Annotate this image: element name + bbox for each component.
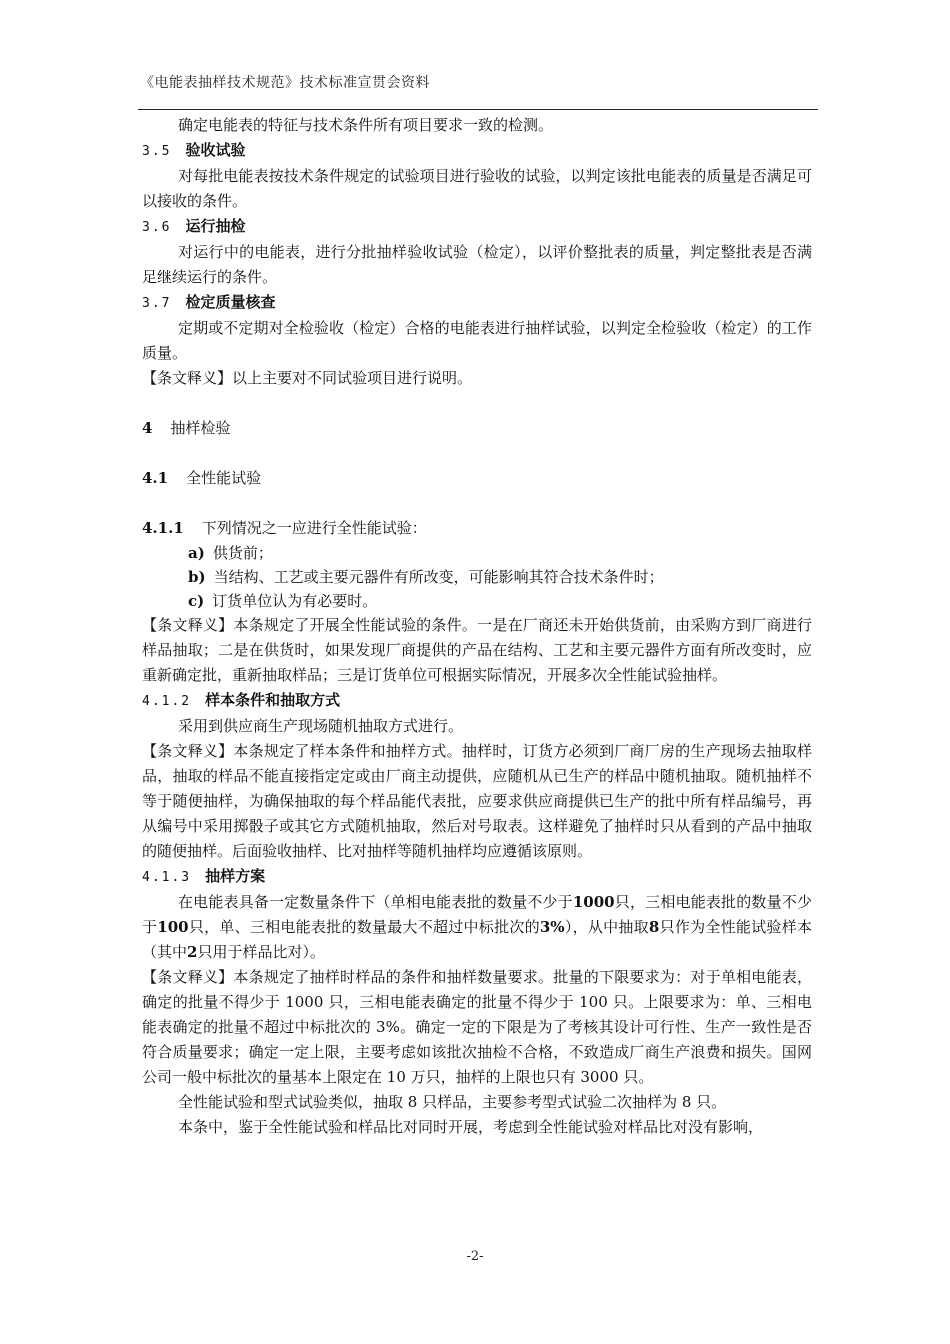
list-marker: c) <box>188 592 205 610</box>
value-8: 8 <box>648 918 660 936</box>
list-item-text: 当结构、工艺或主要元器件有所改变，可能影响其符合技术条件时； <box>213 568 664 586</box>
section-3-5-text: 对每批电能表按技术条件规定的试验项目进行验收的试验，以判定该批电能表的质量是否满足可以接收的条件。 <box>142 167 812 210</box>
section-4-1-3-text <box>142 890 812 965</box>
text-run: 在电能表具备一定数量条件下（单相电能表批的数量不少于 <box>178 893 573 911</box>
section-4-1-2-heading <box>142 688 812 714</box>
list-marker: a) <box>188 544 205 562</box>
section-3-6-text: 对运行中的电能表，进行分批抽样验收试验（检定），以评价整批表的质量，判定整批表是否满足继续运行的条件。 <box>142 243 812 286</box>
text-run: 只，单、三相电能表批的数量最大不超过中标批次的 <box>188 918 540 936</box>
section-title: 抽样方案 <box>205 867 266 885</box>
value-100: 100 <box>157 918 189 936</box>
list-item-text: 订货单位认为有必要时。 <box>212 592 378 610</box>
list-item <box>142 541 812 565</box>
value-2: 2 <box>187 943 198 961</box>
paragraph: 本条中，鉴于全性能试验和样品比对同时开展，考虑到全性能试验对样品比对没有影响， <box>178 1118 764 1136</box>
section-title: 验收试验 <box>185 141 246 159</box>
section-title: 全性能试验 <box>186 469 262 487</box>
section-3-7-heading <box>142 290 812 316</box>
section-4-1-2-text: 采用到供应商生产现场随机抽取方式进行。 <box>178 717 464 735</box>
section-number: 4 <box>142 419 153 437</box>
section-3-6-heading <box>142 214 812 240</box>
value-3-percent: 3% <box>539 918 565 936</box>
list-item <box>142 565 812 589</box>
section-title: 抽样检验 <box>170 419 231 437</box>
clause-note: 【条文释义】以上主要对不同试验项目进行说明。 <box>142 369 473 387</box>
section-number: 3.7 <box>142 296 172 311</box>
page-body <box>142 113 812 1140</box>
text-run: ），从中抽取 <box>564 918 649 936</box>
value-1000: 1000 <box>572 893 615 911</box>
text-run: 只作为全性能试验样本（其中 <box>142 918 812 961</box>
section-3-7-text: 定期或不定期对全检验收（检定）合格的电能表进行抽样试验，以判定全检验收（检定）的工作质量。 <box>142 319 812 362</box>
section-4-1-1-heading <box>142 516 812 541</box>
section-number: 4.1.1 <box>142 519 184 537</box>
intro-paragraph: 确定电能表的特征与技术条件所有项目要求一致的检测。 <box>178 116 554 134</box>
section-title: 样本条件和抽取方式 <box>205 691 341 709</box>
paragraph: 全性能试验和型式试验类似，抽取 8 只样品，主要参考型式试验二次抽样为 8 只。 <box>178 1093 727 1111</box>
section-number: 3.6 <box>142 220 172 235</box>
list-item <box>142 589 812 613</box>
section-4-1-3-heading <box>142 864 812 890</box>
page-header: 《电能表抽样技术规范》技术标准宣贯会资料 <box>140 75 430 91</box>
section-3-5-heading <box>142 138 812 164</box>
section-number: 4.1.2 <box>142 694 192 709</box>
header-divider <box>138 109 818 110</box>
clause-note: 【条文释义】本条规定了抽样时样品的条件和抽样数量要求。批量的下限要求为：对于单相电能表，确定的批量不得少于 1000 只，三相电能表确定的批量不得少于 100 只。上限要求为：单、三相电能表确定的批量不超过中标批次的 3%。确定一定的下限是为了考核其设计可行性、生产一致性是否符合质量要求；确定一定上限，主要考虑如该批次抽检不合格，不致造成厂商生产浪费和损失。国网公司一般中标批次的量基本上限定在 10 万只，抽样的上限也只有 3000 只。 <box>142 968 812 1086</box>
text-run: 只，三相电能表批的数量不少于 <box>142 893 812 936</box>
clause-note: 【条文释义】本条规定了开展全性能试验的条件。一是在厂商还未开始供货前，由采购方到厂商进行样品抽取；二是在供货时，如果发现厂商提供的产品在结构、工艺和主要元器件方面有所改变时，应重新确定批，重新抽取样品；三是订货单位可根据实际情况，开展多次全性能试验抽样。 <box>142 616 812 684</box>
list-item-text: 供货前； <box>212 544 273 562</box>
section-title: 下列情况之一应进行全性能试验： <box>201 519 427 537</box>
section-4-1-heading <box>142 466 812 491</box>
section-number: 4.1.3 <box>142 870 192 885</box>
section-number: 3.5 <box>142 144 172 159</box>
section-number: 4.1 <box>142 469 169 487</box>
page-number: -2- <box>466 1249 484 1264</box>
clause-note: 【条文释义】本条规定了样本条件和抽样方式。抽样时，订货方必须到厂商厂房的生产现场去抽取样品，抽取的样品不能直接指定定或由厂商主动提供，应随机从已生产的样品中随机抽取。随机抽样不等于随便抽样，为确保抽取的每个样品能代表批，应要求供应商提供已生产的批中所有样品编号，再从编号中采用掷骰子或其它方式随机抽取，然后对号取表。这样避免了抽样时只从看到的产品中抽取的随便抽样。后面验收抽样、比对抽样等随机抽样均应遵循该原则。 <box>142 742 812 860</box>
section-4-heading <box>142 416 812 441</box>
text-run: 只用于样品比对）。 <box>197 943 325 961</box>
list-marker: b) <box>188 568 206 586</box>
section-title: 检定质量核查 <box>185 293 276 311</box>
section-title: 运行抽检 <box>185 217 246 235</box>
